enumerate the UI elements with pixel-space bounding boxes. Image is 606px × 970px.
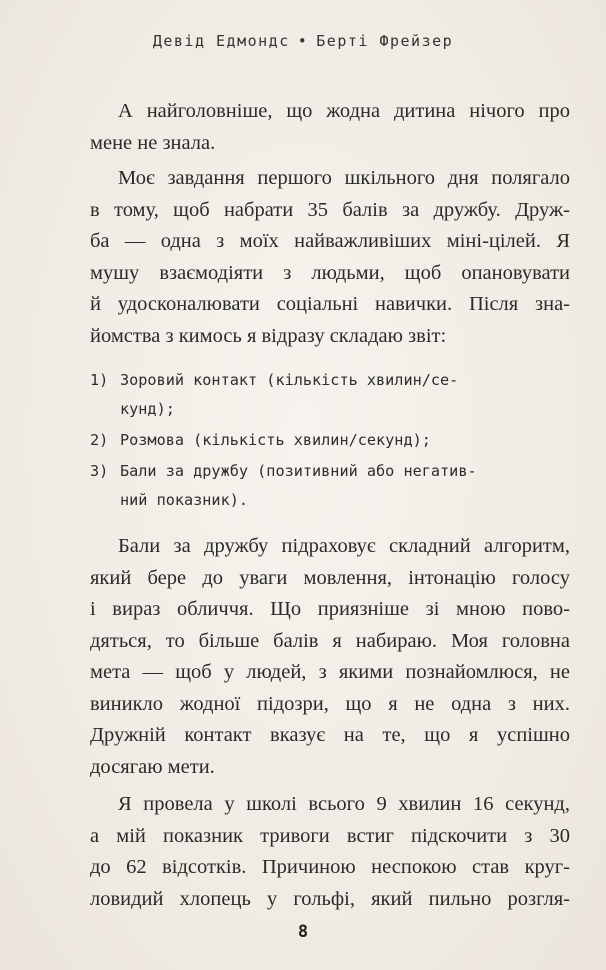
list-item-number: 1) xyxy=(90,371,109,389)
list-item-continuation: ний показник). xyxy=(120,491,249,509)
text-line: мушу взаємодіяти з людьми, щоб опановувати xyxy=(90,261,570,284)
text-line: Я провела у школі всього 9 хвилин 16 секунд, xyxy=(118,793,570,815)
text-line: і вираз обличчя. Що приязніше зі мною пово- xyxy=(90,598,570,620)
header-author-1: Девід Едмондс xyxy=(152,32,290,50)
list-item xyxy=(90,426,570,455)
list-item xyxy=(90,457,570,515)
header-author-2: Берті Фрейзер xyxy=(316,32,454,50)
text-line: ловидий хлопець у гольфі, який пильно розгля- xyxy=(90,887,570,910)
list-item-number: 2) xyxy=(90,431,109,449)
report-list xyxy=(90,366,570,515)
list-item xyxy=(90,366,570,424)
text-line: дяться, то більше балів я набираю. Моя головна xyxy=(90,629,570,652)
running-header xyxy=(0,32,606,50)
text-line: а мій показник тривоги встиг підскочити з 30 xyxy=(90,824,570,847)
text-line: досягаю мети. xyxy=(90,755,215,778)
paragraph-1 xyxy=(90,96,570,159)
paragraph-2 xyxy=(90,163,570,352)
text-line: мета — щоб у людей, з якими познайомлюся, не xyxy=(90,661,570,683)
text-line: й удосконалювати соціальні навички. Після зна- xyxy=(90,293,570,315)
page-number: 8 xyxy=(297,922,309,942)
text-line: ба — одна з моїх найважливіших міні-цілей. Я xyxy=(90,230,570,252)
text-line: Дружній контакт вказує на те, що я успішно xyxy=(90,724,570,746)
paragraph-3 xyxy=(90,531,570,783)
text-line: який бере до уваги мовлення, інтонацію голосу xyxy=(90,566,570,589)
text-line: мене не знала. xyxy=(90,131,216,154)
list-item-text: Розмова (кількість хвилин/секунд); xyxy=(120,431,431,449)
page-body xyxy=(90,96,570,915)
text-line: Бали за дружбу підраховує складний алгоритм, xyxy=(118,535,570,557)
text-line: Моє завдання першого шкільного дня полягало xyxy=(118,167,570,189)
text-line: виникло жодної підозри, що я не одна з них. xyxy=(90,692,570,715)
text-line: А найголовніше, що жодна дитина нічого про xyxy=(118,100,570,122)
text-line: йомства з кимось я відразу складаю звіт: xyxy=(90,324,447,347)
list-item-continuation: кунд); xyxy=(120,400,175,418)
text-line: до 62 відсотків. Причиною неспокою став круг- xyxy=(90,856,570,878)
header-separator: • xyxy=(297,32,309,50)
text-line: в тому, щоб набрати 35 балів за дружбу. Друж- xyxy=(90,198,570,221)
paragraph-4 xyxy=(90,789,570,915)
list-item-number: 3) xyxy=(90,462,109,480)
list-item-text: Зоровий контакт (кількість хвилин/се- xyxy=(120,371,459,389)
list-item-text: Бали за дружбу (позитивний або негатив- xyxy=(120,462,477,480)
